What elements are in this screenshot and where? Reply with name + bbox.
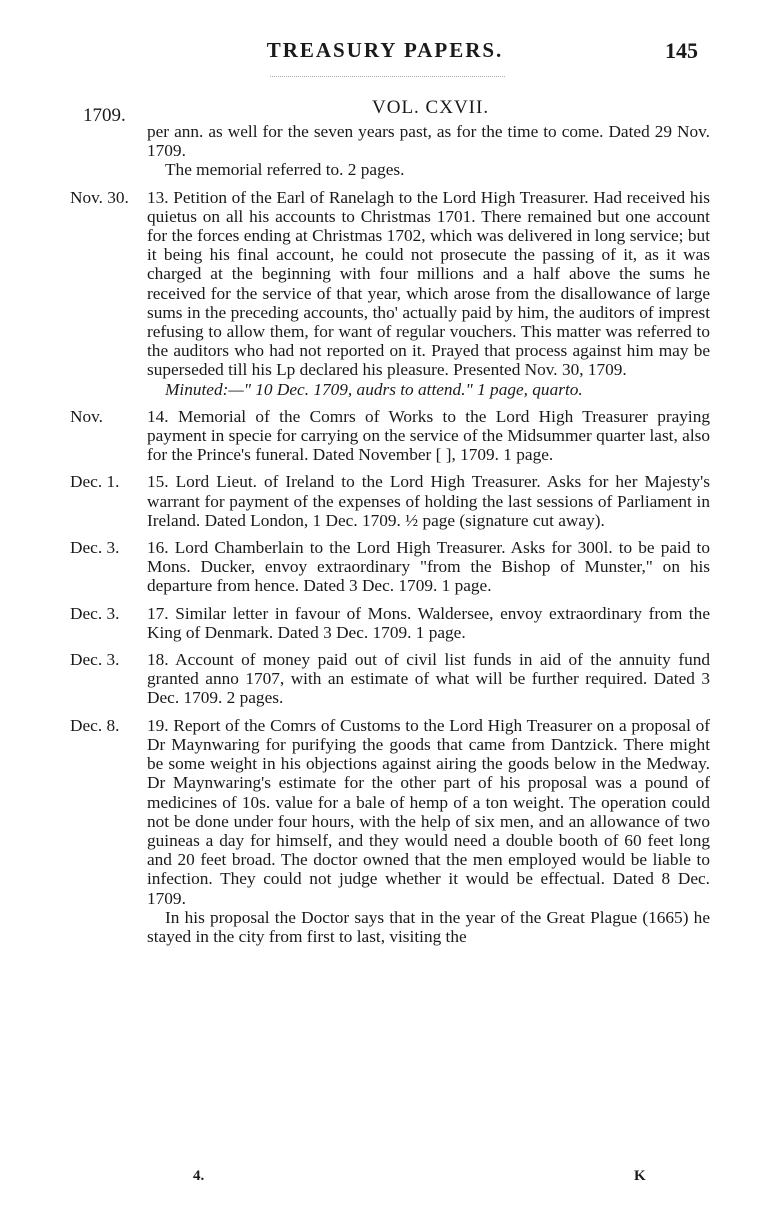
continuation-text: per ann. as well for the seven years past, as for the time to come. Dated 29 Nov. 1709. (147, 122, 710, 161)
entry-17 (70, 604, 710, 642)
continuation-note: The memorial referred to. 2 pages. (165, 160, 405, 180)
running-header-title: TREASURY PAPERS. (266, 38, 504, 62)
entry-date: Dec. 1. (70, 472, 120, 492)
entry-minute: Minuted:—" 10 Dec. 1709, audrs to attend." 1 page, quarto. (165, 379, 583, 399)
entry-19 (70, 716, 710, 946)
entry-date: Dec. 3. (70, 603, 120, 623)
signature-mark: 4. (193, 1168, 205, 1184)
entry-date (70, 122, 147, 180)
entry-text: 17. Similar letter in favour of Mons. Waldersee, envoy extraordinary from the King of Denmark. Dated 3 Dec. 1709. 1 page. (147, 603, 710, 642)
header-rule (270, 76, 505, 77)
entry-text: 19. Report of the Comrs of Customs to the Lord High Treasurer on a proposal of Dr Maynwaring for purifying the goods that came from Dantzick. There might be some weight in his objections against airing the goods below in the Medway. Dr Maynwaring's estimate for the other part of his proposal was a pound of medicines of 10s. value for a bale of hemp of a ton weight. The operation could not be done under four hours, with the help of six men, and an allowance of two guineas a day for himself, and they would need a double booth of 60 feet long and 20 feet broad. The doctor owned that the men employed would be liable to infection. They could not judge whether it would be effectual. Dated 8 Dec. 1709. (147, 715, 710, 908)
entry-text: 18. Account of money paid out of civil list funds in aid of the annuity fund granted anno 1707, with an estimate of what will be further required. Dated 3 Dec. 1709. 2 pages. (147, 650, 710, 708)
entry-18 (70, 650, 710, 708)
entry-14 (70, 407, 710, 465)
entry-date: Dec. 3. (70, 538, 120, 558)
entry-date: Nov. (70, 406, 103, 426)
volume-heading: VOL. CXVII. (372, 97, 490, 118)
entry-13 (70, 188, 710, 399)
year-margin: 1709. (83, 105, 126, 126)
entry-date: Dec. 8. (70, 715, 120, 735)
entry-text: 14. Memorial of the Comrs of Works to the Lord High Treasurer praying payment in specie for carrying on the service of the Midsummer quarter last, also for the Prince's funeral. Dated November [ ], 1709. 1 page. (147, 406, 710, 465)
signature-letter: K (634, 1168, 646, 1184)
entry-text: 15. Lord Lieut. of Ireland to the Lord High Treasurer. Asks for her Majesty's warrant for payment of the expenses of holding the last sessions of Parliament in Ireland. Dated London, 1 Dec. 1709. ½ page (signature cut away). (147, 472, 710, 530)
entry-date: Nov. 30. (70, 187, 129, 207)
continuation-entry (70, 122, 710, 180)
page-number: 145 (665, 38, 698, 63)
entry-text: 13. Petition of the Earl of Ranelagh to the Lord High Treasurer. Had received his quietus on all his accounts to Christmas 1701. There remained but one account for the forces ending at Christmas 1702, which was delivered in long service; but it being his final account, he could not prosecute the passing of it, as it was charged at the beginning with four millions and a half above the sums he received for the service of that year, which arose from the disallowance of large sums in the preceding accounts, tho' actually paid by him, the auditors of imprest refusing to allow them, for want of regular vouchers. This matter was referred to the auditors who had not reported on it. Prayed that process against him may be superseded till his Lp declared his pleasure. Presented Nov. 30, 1709. (147, 187, 710, 380)
document-body (70, 122, 710, 954)
entry-paragraph: In his proposal the Doctor says that in the year of the Great Plague (1665) he stayed in the city from first to last, visiting the (147, 907, 710, 946)
entry-16 (70, 538, 710, 596)
entry-date: Dec. 3. (70, 650, 120, 670)
entry-text: 16. Lord Chamberlain to the Lord High Treasurer. Asks for 300l. to be paid to Mons. Ducker, envoy extraordinary "from the Bishop of Munster," on his departure from hence. Dated 3 Dec. 1709. 1 page. (147, 538, 710, 596)
entry-15 (70, 472, 710, 530)
